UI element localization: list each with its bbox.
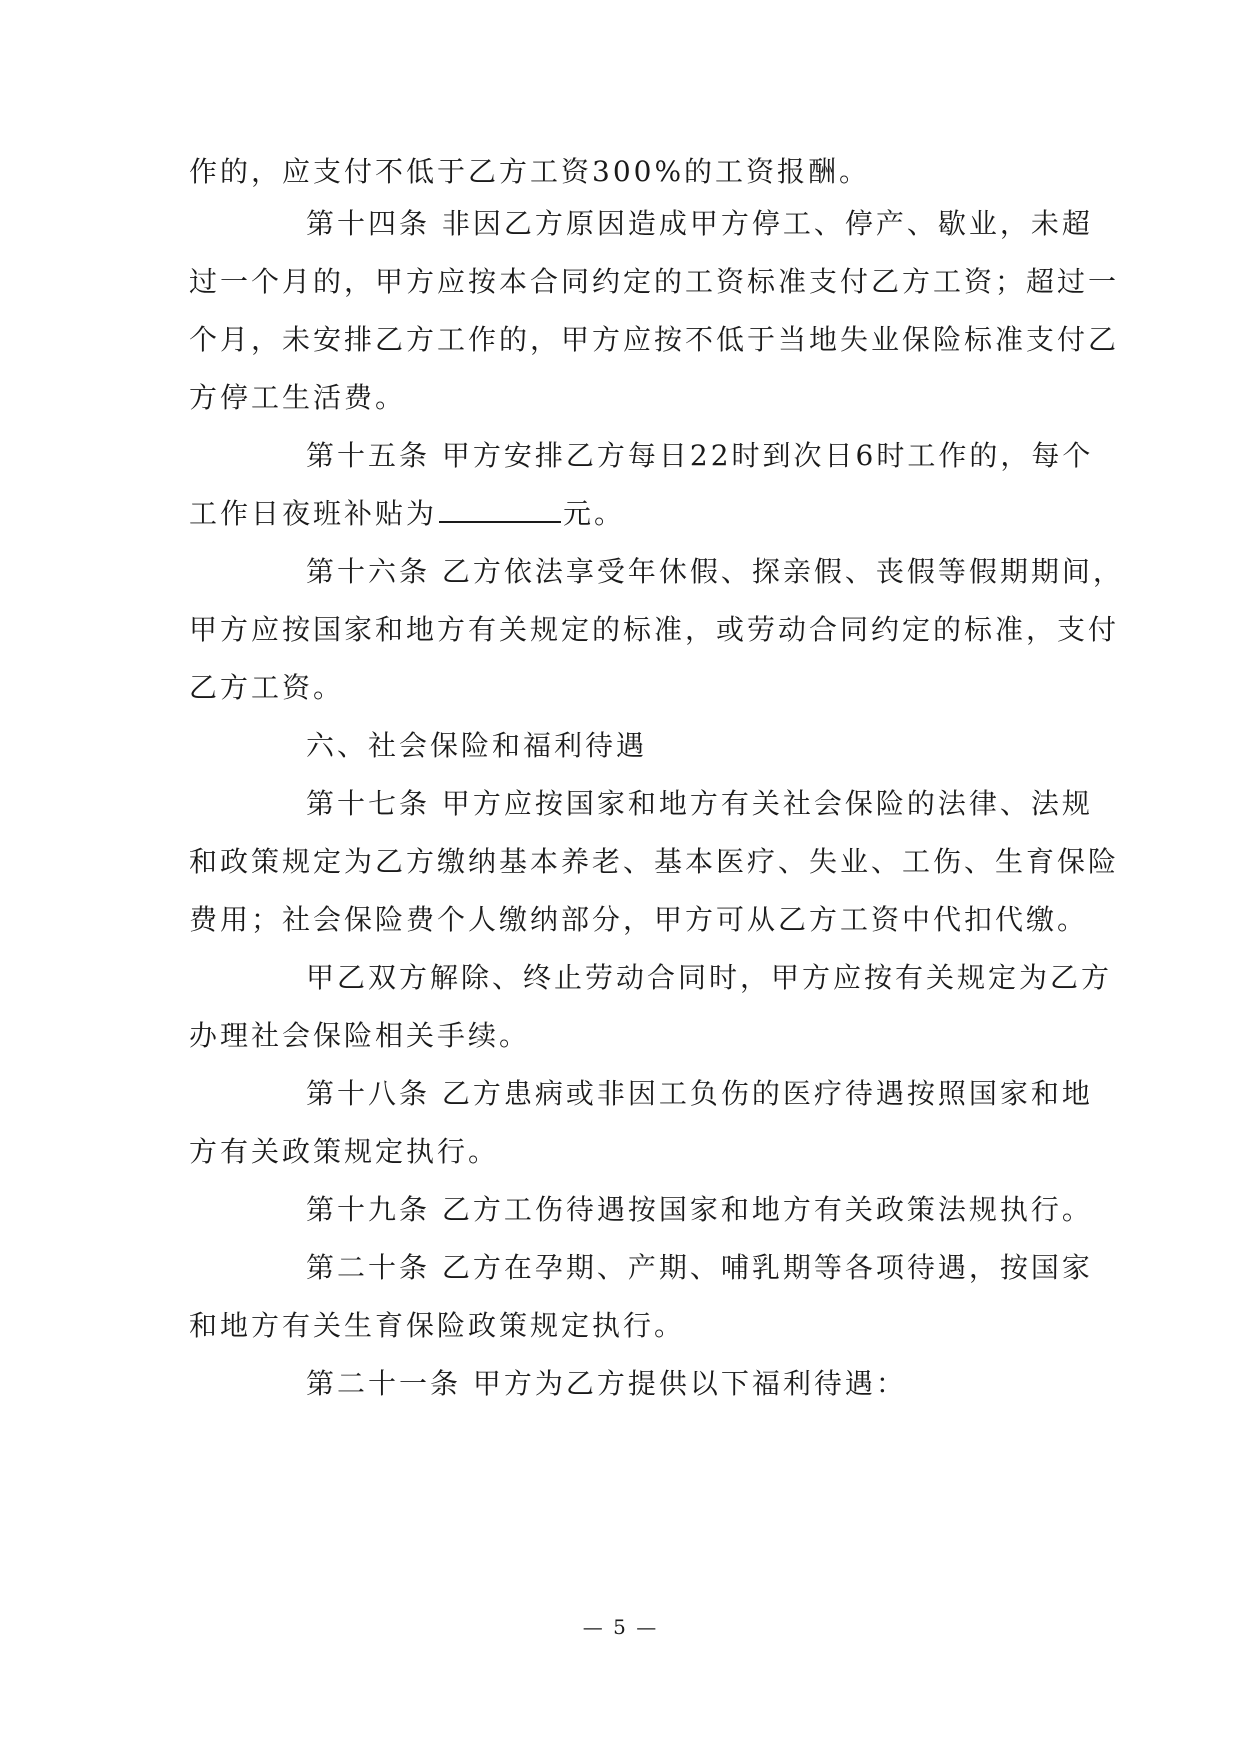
page-number: — 5 —: [582, 1615, 659, 1639]
text-line: 作的，应支付不低于乙方工资300%的工资报酬。: [189, 155, 871, 188]
article-21-line: 第二十一条 甲方为乙方提供以下福利待遇：: [306, 1367, 907, 1400]
text-line: 方停工生活费。: [189, 381, 407, 414]
text-line: 和政策规定为乙方缴纳基本养老、基本医疗、失业、工伤、生育保险: [189, 845, 1120, 878]
text-line: 甲方应按国家和地方有关规定的标准，或劳动合同约定的标准，支付: [189, 613, 1120, 646]
text-line: 和地方有关生育保险政策规定执行。: [189, 1309, 686, 1342]
fill-in-blank[interactable]: [439, 499, 561, 523]
text-segment: 元。: [563, 497, 626, 530]
article-18-line: 第十八条 乙方患病或非因工负伤的医疗待遇按照国家和地: [306, 1077, 1093, 1110]
text-line: 办理社会保险相关手续。: [189, 1019, 531, 1052]
article-20-line: 第二十条 乙方在孕期、产期、哺乳期等各项待遇，按国家: [306, 1251, 1093, 1284]
article-17-line: 第十七条 甲方应按国家和地方有关社会保险的法律、法规: [306, 787, 1093, 820]
text-segment: 工作日夜班补贴为: [189, 497, 438, 530]
text-line: 个月，未安排乙方工作的，甲方应按不低于当地失业保险标准支付乙: [189, 323, 1120, 356]
article-19-line: 第十九条 乙方工伤待遇按国家和地方有关政策法规执行。: [306, 1193, 1093, 1226]
text-line: 方有关政策规定执行。: [189, 1135, 500, 1168]
text-line: 过一个月的，甲方应按本合同约定的工资标准支付乙方工资；超过一: [189, 265, 1120, 298]
article-15-line: 第十五条 甲方安排乙方每日22时到次日6时工作的，每个: [306, 439, 1094, 472]
article-16-line: 第十六条 乙方依法享受年休假、探亲假、丧假等假期期间，: [306, 555, 1124, 588]
section-heading: 六、社会保险和福利待遇: [306, 729, 648, 762]
night-allowance-line: [189, 497, 625, 531]
paragraph-line: 甲乙双方解除、终止劳动合同时，甲方应按有关规定为乙方: [306, 961, 1113, 994]
article-14-line: 第十四条 非因乙方原因造成甲方停工、停产、歇业，未超: [306, 207, 1093, 240]
text-line: 乙方工资。: [189, 671, 345, 704]
text-line: 费用；社会保险费个人缴纳部分，甲方可从乙方工资中代扣代缴。: [189, 903, 1089, 936]
